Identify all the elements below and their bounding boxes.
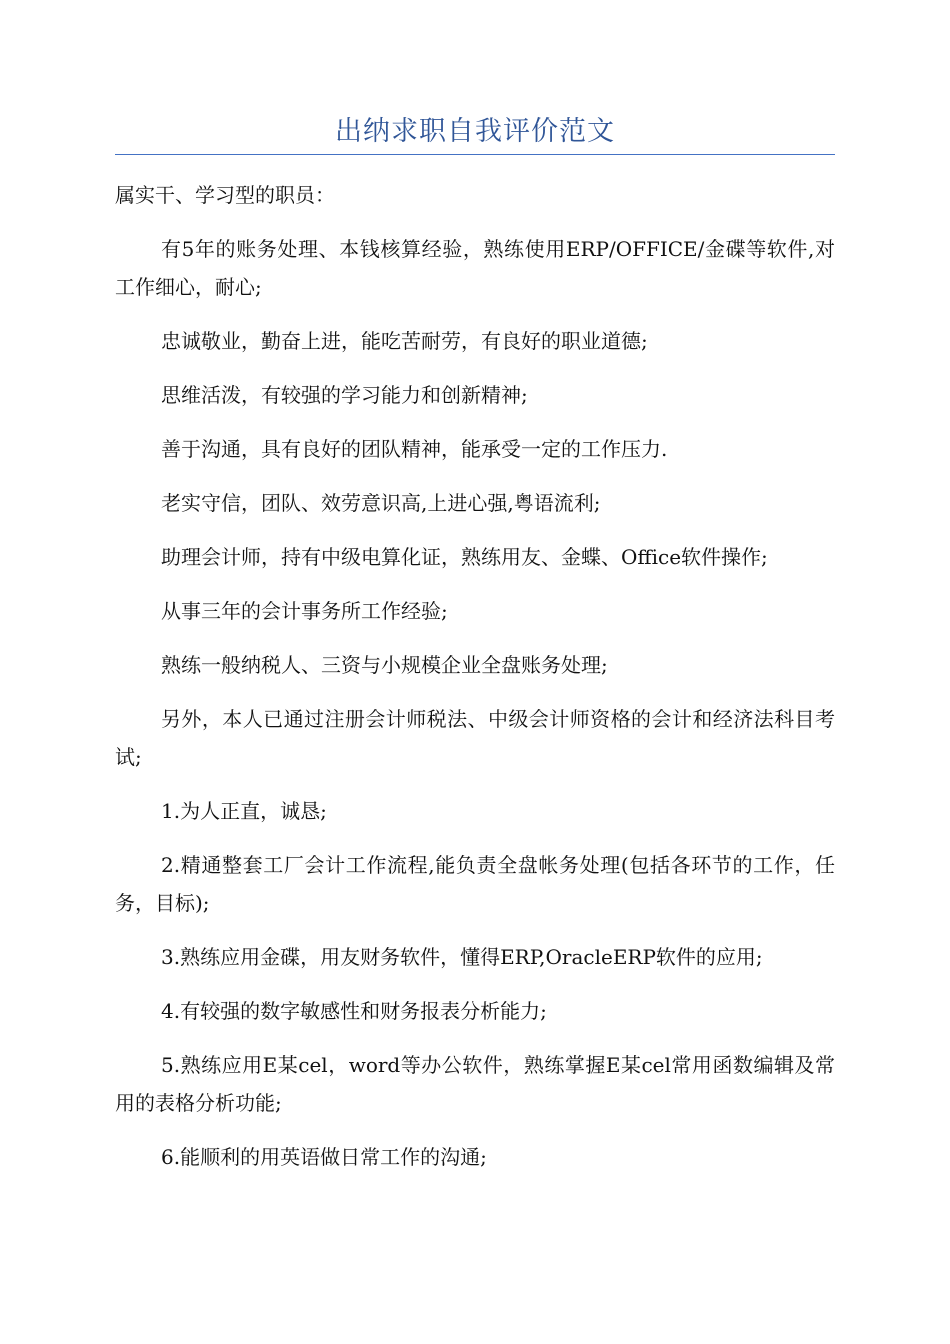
list-item: 3.熟练应用金碟，用友财务软件，懂得ERP,OracleERP软件的应用;: [161, 945, 763, 969]
document-body: [115, 176, 835, 1192]
list-item: 2.精通整套工厂会计工作流程,能负责全盘帐务处理(包括各环节的工作，任务，目标);: [115, 853, 835, 915]
paragraph: 善于沟通，具有良好的团队精神，能承受一定的工作压力.: [161, 437, 668, 461]
paragraph: 从事三年的会计事务所工作经验;: [161, 599, 448, 623]
paragraph: 老实守信，团队、效劳意识高,上进心强,粤语流利;: [161, 491, 601, 515]
paragraph: 有5年的账务处理、本钱核算经验，熟练使用ERP/OFFICE/金碟等软件,对工作细心，耐心;: [115, 237, 835, 299]
paragraph: 另外，本人已通过注册会计师税法、中级会计师资格的会计和经济法科目考试;: [115, 707, 835, 769]
list-item: 6.能顺利的用英语做日常工作的沟通;: [161, 1145, 487, 1169]
paragraph: 思维活泼，有较强的学习能力和创新精神;: [161, 383, 528, 407]
list-item: 4.有较强的数字敏感性和财务报表分析能力;: [161, 999, 547, 1023]
document-title: 出纳求职自我评价范文: [335, 116, 615, 147]
list-item: 5.熟练应用E某cel，word等办公软件，熟练掌握E某cel常用函数编辑及常用的表格分析功能;: [115, 1053, 835, 1115]
paragraph: 助理会计师，持有中级电算化证，熟练用友、金蝶、Office软件操作;: [161, 545, 768, 569]
title-underline: [115, 154, 835, 155]
list-item: 1.为人正直，诚恳;: [161, 799, 327, 823]
intro-paragraph: 属实干、学习型的职员：: [115, 183, 335, 207]
paragraph: 熟练一般纳税人、三资与小规模企业全盘账务处理;: [161, 653, 608, 677]
paragraph: 忠诚敬业，勤奋上进，能吃苦耐劳，有良好的职业道德;: [161, 329, 648, 353]
